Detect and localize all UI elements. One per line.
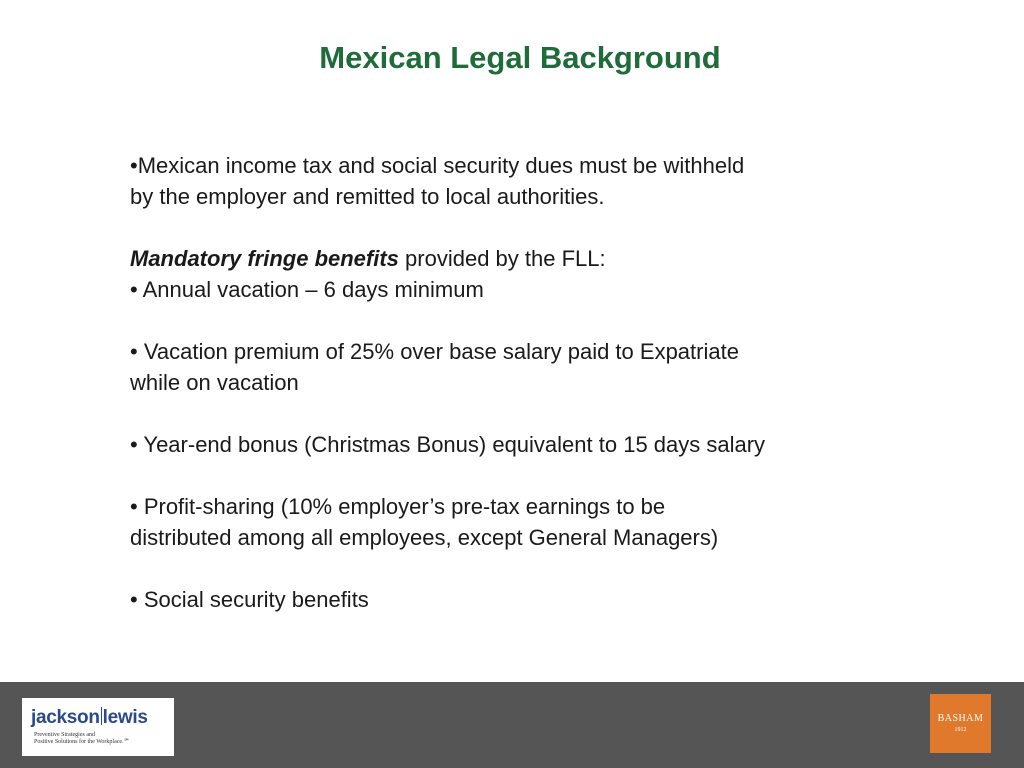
spacer — [130, 398, 890, 429]
bullet-vacation-premium-line-2: while on vacation — [130, 370, 299, 395]
jackson-lewis-name-part-2: lewis — [102, 707, 148, 728]
jackson-lewis-logo — [22, 698, 174, 756]
bullet-social-security: • Social security benefits — [130, 587, 369, 612]
spacer — [130, 460, 890, 491]
basham-wordmark: BASHAM — [937, 713, 984, 724]
fringe-heading-emphasis: Mandatory fringe benefits — [130, 246, 399, 271]
intro-line-2: by the employer and remitted to local authorities. — [130, 184, 605, 209]
jackson-lewis-name-part-1: jackson — [31, 707, 100, 728]
jackson-lewis-wordmark — [31, 707, 148, 729]
slide-body — [130, 150, 890, 615]
jackson-lewis-tagline-2: Positive Solutions for the Workplace.℠ — [34, 739, 130, 745]
jackson-lewis-tagline-1: Preventive Strategies and — [34, 732, 95, 738]
spacer — [130, 212, 890, 243]
bullet-profit-sharing-line-2: distributed among all employees, except General Managers) — [130, 525, 719, 550]
intro-line-1: •Mexican income tax and social security dues must be withheld — [130, 153, 745, 178]
logo-divider — [101, 707, 102, 725]
spacer — [130, 305, 890, 336]
slide-title: Mexican Legal Background — [319, 40, 721, 75]
basham-logo — [930, 694, 991, 753]
fringe-heading-rest: provided by the FLL: — [398, 246, 606, 271]
footer-bar — [0, 682, 1024, 768]
bullet-vacation-premium-line-1: • Vacation premium of 25% over base salary paid to Expatriate — [130, 339, 739, 364]
spacer — [130, 553, 890, 584]
fringe-heading — [130, 243, 890, 274]
basham-year: 1912 — [954, 727, 967, 733]
bullet-profit-sharing-line-1: • Profit-sharing (10% employer’s pre-tax earnings to be — [130, 494, 666, 519]
bullet-year-end-bonus: • Year-end bonus (Christmas Bonus) equivalent to 15 days salary — [130, 432, 766, 457]
bullet-annual-vacation: • Annual vacation – 6 days minimum — [130, 277, 484, 302]
